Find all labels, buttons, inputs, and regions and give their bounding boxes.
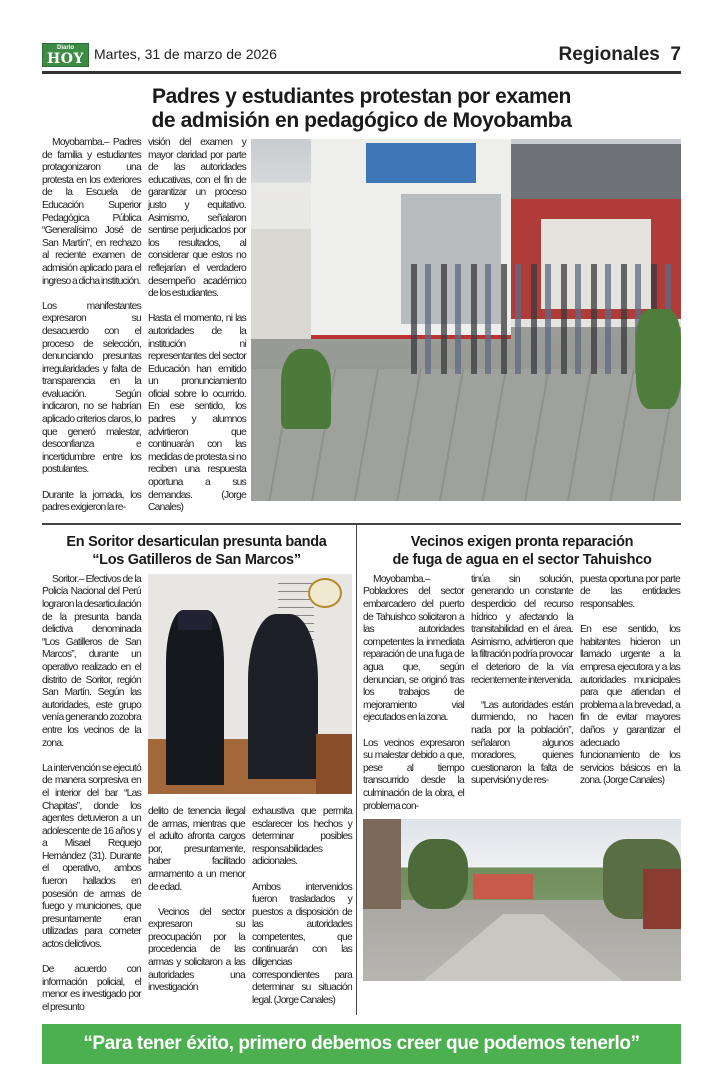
headline-line: de admisión en pedagógico de Moyobamba bbox=[151, 109, 572, 132]
paragraph: delito de tenencia ilegal de armas, mientras que el adulto afronta cargos por, presuntamente, haber facilitado armamento a un menor de edad. bbox=[148, 805, 245, 893]
article3-column-1 bbox=[363, 574, 464, 813]
page-content bbox=[42, 85, 681, 1064]
headline-line: En Soritor desarticulan presunta banda bbox=[66, 533, 327, 550]
page-number: 7 bbox=[670, 44, 681, 65]
article1-column-1 bbox=[42, 137, 141, 515]
paragraph: Los manifestantes expresaron su desacuerdo con el proceso de selección, denunciando presuntas irregularidades y falta de transparencia en la evaluación. Según indicaron, no se habrían aplicado criterios claros, lo que generó malestar, desconfianza e incertidumbre entre los postulantes. bbox=[42, 300, 141, 476]
paragraph: Soritor.– Efectivos de la Policía Nacional del Perú lograron la desarticulación de la presunta banda delictiva denominada “Los Gatilleros de San Marcos”, durante un operativo realizado en el distrito de Soritor, región San Martín. Según las autoridades, este grupo venía generando zozobra entre los vecinos de la zona. bbox=[42, 573, 141, 749]
paragraph: Durante la jornada, los padres exigieron la re- bbox=[42, 489, 141, 514]
article2 bbox=[42, 525, 357, 1015]
paragraph: Moyobamba.– Padres de familia y estudiantes protagonizaron una protesta en los exteriores de la Escuela de Educación Superior Pedagógica Pública “Generalísimo José de San Martín”, en rechazo al reciente examen de admisión aplicado para el ingreso a dicha institución. bbox=[42, 137, 141, 287]
article1-headline bbox=[42, 85, 681, 133]
paragraph: Hasta el momento, ni las autoridades de la institución ni representantes del sector Educación han emitido un pronunciamiento oficial sobre lo ocurrido. En ese sentido, los padres y alumnos advirtieron que continuarán con las medidas de protesta si no reciben una respuesta oportuna a sus demandas. (Jorge Canales) bbox=[148, 313, 246, 514]
masthead bbox=[0, 0, 723, 76]
diario-hoy-logo bbox=[42, 43, 89, 67]
article2-column-3 bbox=[252, 806, 352, 1015]
paragraph: La intervención se ejecutó de manera sorpresiva en el interior del bar “Las Chapitas”, donde los agentes detuvieron a un adolescente de 16 años y a Misael Requejo Hernández (31). Durante el operativo, ambos fueron hallados en posesión de armas de fuego y municiones, que presuntamente eran utilizadas para cometer actos delictivos. bbox=[42, 762, 141, 951]
headline-line: Vecinos exigen pronta reparación bbox=[410, 533, 634, 550]
paragraph: exhaustiva que permita esclarecer los hechos y determinar posibles responsabilidades adicionales. bbox=[252, 805, 352, 868]
article1-photo-school-protest bbox=[251, 139, 681, 501]
paragraph: De acuerdo con información policial, el menor es investigado por el presunto bbox=[42, 964, 141, 1013]
article1-body bbox=[42, 137, 681, 515]
paragraph: visión del examen y mayor claridad por parte de las autoridades educativas, con el fin de garantizar un proceso justo y equitativo. Asimismo, señalaron sentirse perjudicados por los resultados, al considerar que estos no reflejarían el verdadero desempeño académico de los estudiantes. bbox=[148, 137, 246, 300]
headline-line: Padres y estudiantes protestan por examen bbox=[152, 85, 571, 108]
article2-headline bbox=[42, 533, 351, 569]
article3-headline bbox=[363, 533, 681, 569]
article3-body bbox=[363, 574, 681, 813]
logo-small-text: Diario bbox=[56, 45, 74, 51]
section-header bbox=[558, 44, 681, 66]
paragraph: Vecinos del sector expresaron su preocupación por la procedencia de las armas y solicitaron a las autoridades una investigación bbox=[148, 906, 245, 994]
paragraph: Moyobamba.– Pobladores del sector embarcadero del puerto de Tahuishco solicitaron a las autoridades competentes la inmediata reparación de una fuga de agua que, según denuncian, se originó tras los trabajos de mejoramiento vial ejecutados en la zona. bbox=[363, 573, 464, 724]
lower-articles bbox=[42, 525, 681, 1015]
headline-line: de fuga de agua en el sector Tahuishco bbox=[392, 551, 652, 568]
paragraph: Los vecinos expresaron su malestar debido a que, pese al tiempo transcurrido desde la culminación de la obra, el problema con- bbox=[363, 737, 464, 812]
paragraph: “Las autoridades están durmiendo, no hacen nada por la población”, señalaron algunos moradores, quienes cuestionaron la falta de supervisión y de res- bbox=[471, 699, 573, 787]
paragraph: puesta oportuna por parte de las entidades responsables. bbox=[580, 573, 680, 610]
article2-body bbox=[42, 574, 351, 1015]
article3-column-2 bbox=[471, 574, 573, 813]
section-name: Regionales bbox=[558, 44, 660, 65]
article3-photo-street bbox=[363, 819, 681, 981]
paragraph: En ese sentido, los habitantes hicieron un llamado urgente a la empresa ejecutora y a las autoridades municipales para que atiendan el problema a la brevedad, a fin de evitar mayores daños y garantizar el adecuado funcionamiento de los servicios básicos en la zona. (Jorge Canales) bbox=[580, 624, 680, 787]
article2-column-2 bbox=[148, 806, 245, 1015]
paragraph: Ambos intervenidos fueron trasladados y puestos a disposición de las autoridades competentes, que continuarán con las diligencias correspondientes para determinar su situación legal. (Jorge Canales) bbox=[252, 881, 352, 1006]
quote-banner: “Para tener éxito, primero debemos creer que podemos tenerlo” bbox=[42, 1024, 681, 1064]
logo-main-text: HOY bbox=[47, 51, 84, 67]
article3 bbox=[357, 525, 681, 1015]
article2-column-1 bbox=[42, 574, 141, 1015]
headline-line: “Los Gatilleros de San Marcos” bbox=[92, 551, 301, 568]
header-rule bbox=[42, 71, 681, 74]
article3-column-3 bbox=[580, 574, 680, 813]
issue-date: Martes, 31 de marzo de 2026 bbox=[94, 46, 277, 62]
paragraph: tinúa sin solución, generando un constante desperdicio del recurso hídrico y afectando la transitabilidad en el área. Asimismo, advirtieron que la filtración podría provocar el deterioro de la vía recientemente intervenida. bbox=[471, 573, 573, 686]
article1-column-2 bbox=[148, 137, 246, 515]
article2-photo-detainees bbox=[148, 574, 352, 794]
